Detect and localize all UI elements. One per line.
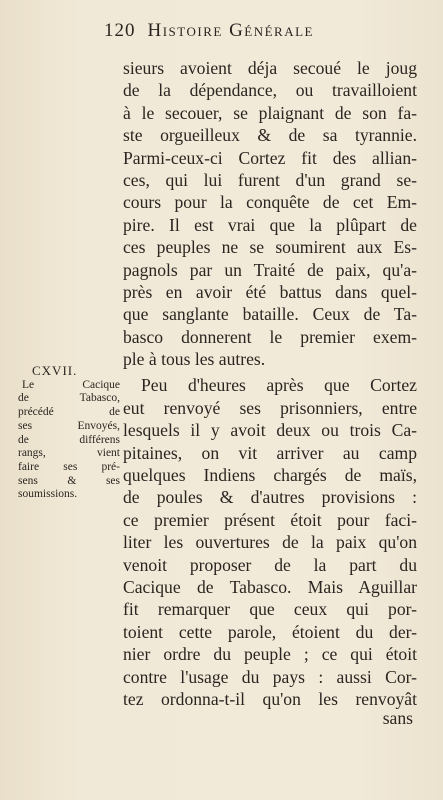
- text-line: pire. Il est vrai que la plûpart de: [123, 214, 417, 235]
- text-line: de poules & d'autres provisions :: [123, 487, 417, 508]
- text-line: liter les ouvertures de la paix qu'on: [123, 532, 417, 553]
- text-line: toient cette parole, étoient du der-: [123, 621, 417, 642]
- page-header: [104, 20, 414, 42]
- text-line: cours pour la conquête de cet Em-: [123, 192, 417, 213]
- text-line: Cacique de Tabasco. Mais Aguillar: [123, 576, 417, 597]
- text-line: basco donnerent le premier exem-: [123, 326, 417, 347]
- margin-note-line: faire ses pré-: [18, 460, 120, 473]
- text-line: nier ordre du peuple ; ce qui étoit: [123, 644, 417, 665]
- text-line: quelques Indiens chargés de maïs,: [123, 465, 417, 486]
- margin-note-line: ses Envoyés,: [18, 419, 120, 432]
- running-title: Histoire Générale: [147, 20, 314, 41]
- margin-note-line: de Tabasco,: [18, 392, 120, 405]
- margin-note-number: CXVII.: [32, 363, 78, 378]
- text-line: Peu d'heures après que Cortez: [141, 375, 417, 396]
- text-line: sieurs avoient déja secoué le joug: [123, 58, 417, 78]
- text-line: ce premier présent étoit pour faci-: [123, 509, 417, 530]
- text-line: Parmi-ceux-ci Cortez fit des allian-: [123, 147, 417, 168]
- page-number: 120: [104, 20, 136, 41]
- text-line: contre l'usage du pays : aussi Cor-: [123, 666, 417, 687]
- margin-note-line: soumissions.: [18, 488, 78, 501]
- margin-note-line: précédé de: [18, 406, 120, 419]
- text-line: à le secouer, se plaignant de son fa-: [123, 102, 417, 123]
- text-line: ces peuples ne se soumirent aux Es-: [123, 237, 417, 258]
- margin-note: [18, 364, 120, 502]
- text-line: pitaines, on vit arriver au camp: [123, 442, 417, 463]
- margin-note-line: rangs, vient: [18, 447, 120, 460]
- margin-note-line: sens & ses: [18, 474, 120, 487]
- text-line: de la dépendance, ou travailloient: [123, 80, 417, 101]
- text-line: lesquels il y avoit deux ou trois Ca-: [123, 420, 417, 441]
- text-line: ste orgueilleux & de sa tyrannie.: [123, 125, 417, 146]
- text-line: fit remarquer que ceux qui por-: [123, 599, 417, 620]
- text-line: pagnols par un Traité de paix, qu'a-: [123, 259, 417, 280]
- main-text: [123, 57, 417, 710]
- text-line: près en avoir été battus dans quel-: [123, 281, 417, 302]
- text-line: venoit proposer de la part du: [123, 554, 417, 575]
- text-line: ple à tous les autres.: [123, 349, 266, 370]
- catchword: sans: [382, 708, 413, 728]
- text-line: que sanglante bataille. Ceux de Ta-: [123, 304, 417, 325]
- text-line: ces, qui lui furent d'un grand se-: [123, 169, 417, 190]
- margin-note-line: Le Cacique: [22, 378, 120, 391]
- margin-note-line: de différens: [18, 433, 120, 446]
- text-line: eut renvoyé ses prisonniers, entre: [123, 397, 417, 418]
- text-line: tez ordonna-t-il qu'on les renvoyât: [123, 688, 417, 709]
